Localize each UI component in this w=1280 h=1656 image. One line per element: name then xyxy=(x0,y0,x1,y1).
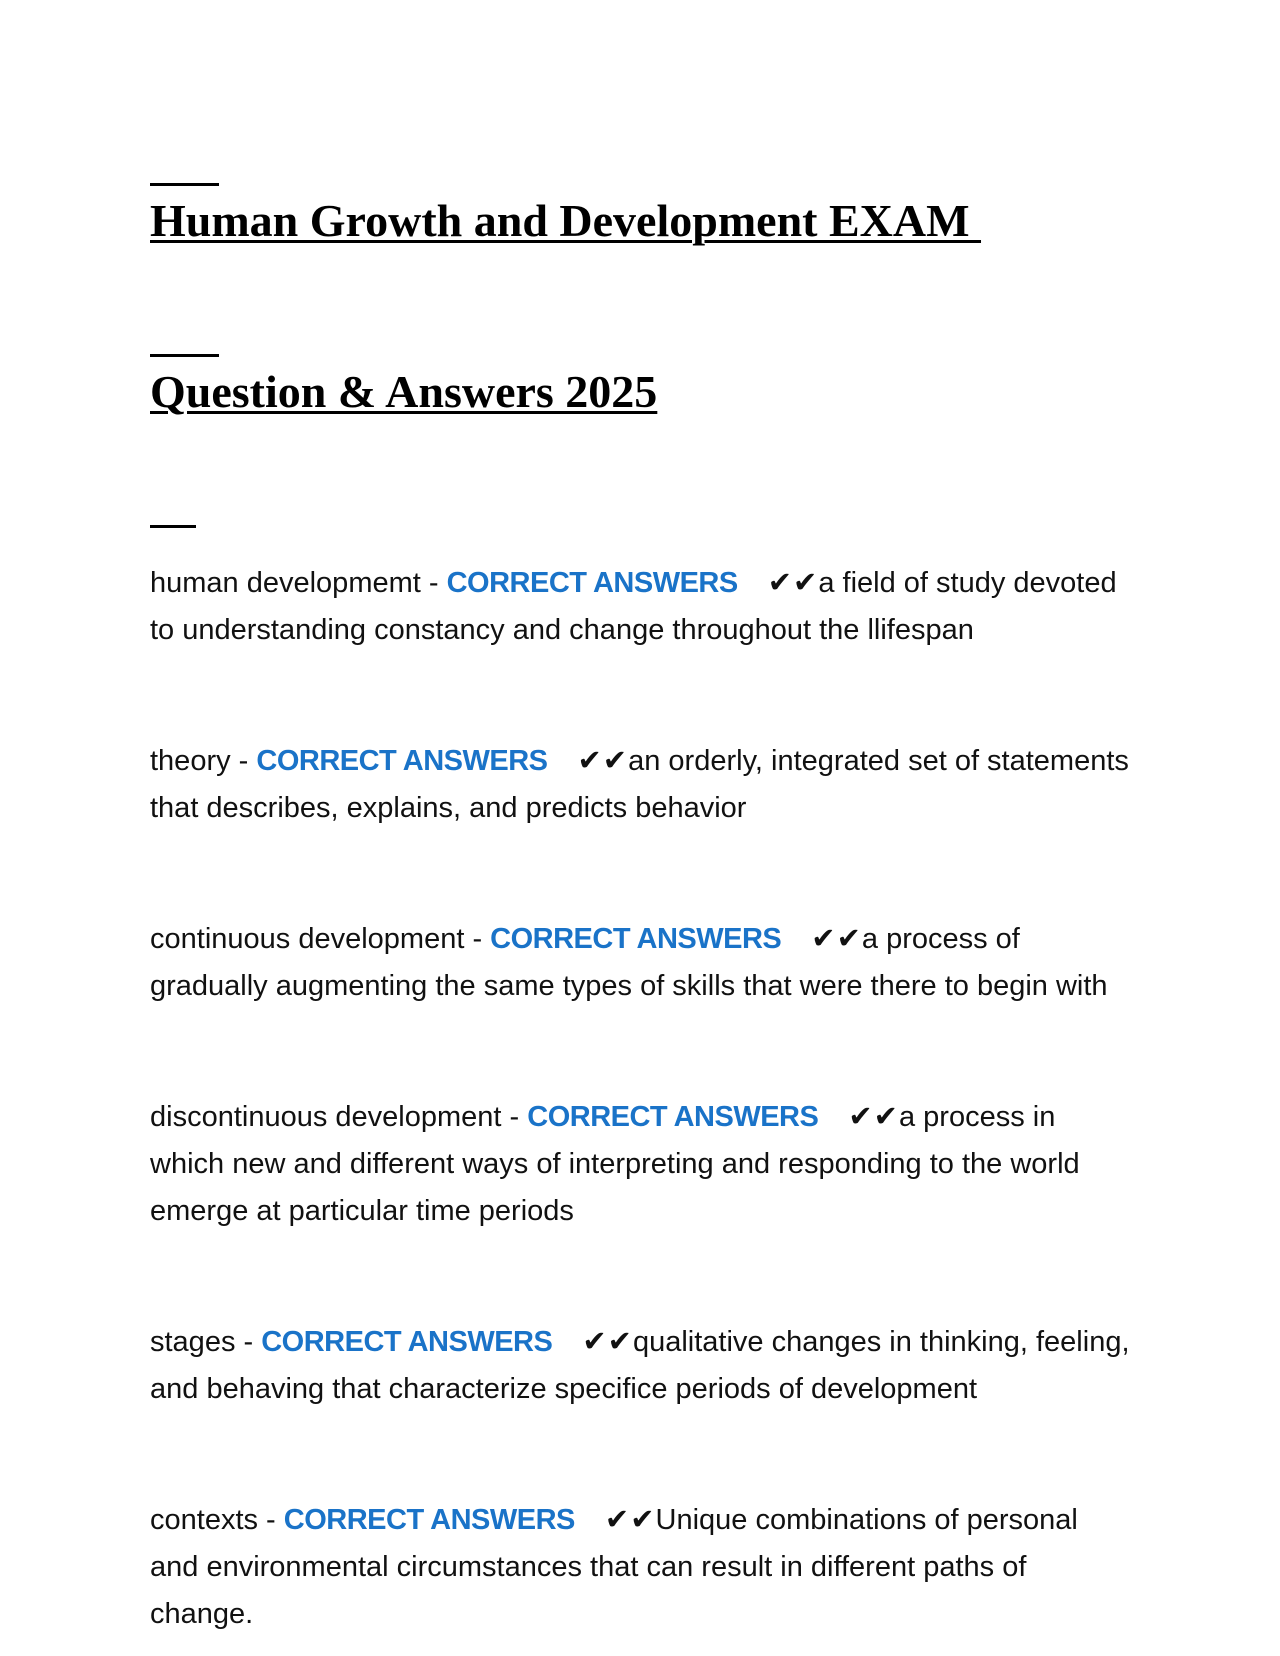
qa-entry-continuous-development xyxy=(150,916,1130,1010)
document-title xyxy=(150,78,1130,534)
double-check-icon: ✔✔ xyxy=(811,923,862,955)
title-line-2: Question & Answers 2025 xyxy=(150,366,658,417)
entry-separator: - xyxy=(235,1326,262,1358)
title-line-1: Human Growth and Development EXAM xyxy=(150,195,982,246)
correct-answers-label: CORRECT ANSWERS xyxy=(527,1101,819,1133)
entry-separator: - xyxy=(464,923,491,955)
entry-separator: - xyxy=(230,745,257,777)
entry-term: continuous development xyxy=(150,923,465,955)
entry-separator: - xyxy=(420,567,447,599)
correct-answers-label: CORRECT ANSWERS xyxy=(261,1326,553,1358)
entry-separator: - xyxy=(501,1101,528,1133)
entry-term: human developmemt xyxy=(150,567,421,599)
qa-entry-human-development xyxy=(150,560,1130,654)
entry-separator: - xyxy=(258,1504,284,1536)
entry-term: theory xyxy=(150,745,231,777)
qa-entry-theory xyxy=(150,738,1130,832)
correct-answers-label: CORRECT ANSWERS xyxy=(283,1504,575,1536)
entry-definition: a field of study devoted to understanding constancy and change throughout the llifespan xyxy=(150,567,1117,646)
qa-entry-stages xyxy=(150,1319,1130,1413)
double-check-icon: ✔✔ xyxy=(582,1326,633,1358)
entry-term: stages xyxy=(150,1326,236,1358)
correct-answers-label: CORRECT ANSWERS xyxy=(490,923,782,955)
double-check-icon: ✔✔ xyxy=(848,1101,899,1133)
entry-term: discontinuous development xyxy=(150,1101,502,1133)
correct-answers-label: CORRECT ANSWERS xyxy=(256,745,548,777)
qa-entry-discontinuous-development xyxy=(150,1094,1130,1235)
correct-answers-label: CORRECT ANSWERS xyxy=(446,567,738,599)
document-body xyxy=(150,78,1130,1638)
double-check-icon: ✔✔ xyxy=(767,567,819,599)
entry-definition: a process of gradually augmenting the same types of skills that were there to begin with xyxy=(150,923,1108,1002)
double-check-icon: ✔✔ xyxy=(604,1504,656,1536)
qa-entry-contexts xyxy=(150,1497,1130,1638)
entry-definition: qualitative changes in thinking, feeling, and behaving that characterize specifice periods of development xyxy=(150,1326,1130,1405)
entry-term: contexts xyxy=(150,1504,258,1536)
double-check-icon: ✔✔ xyxy=(577,745,629,777)
entry-definition: a process in which new and different ways of interpreting and responding to the world emerge at particular time periods xyxy=(150,1101,1080,1227)
entry-definition: an orderly, integrated set of statements that describes, explains, and predicts behavior xyxy=(150,745,1129,824)
entry-definition: Unique combinations of personal and environmental circumstances that can result in different paths of change. xyxy=(150,1504,1078,1630)
